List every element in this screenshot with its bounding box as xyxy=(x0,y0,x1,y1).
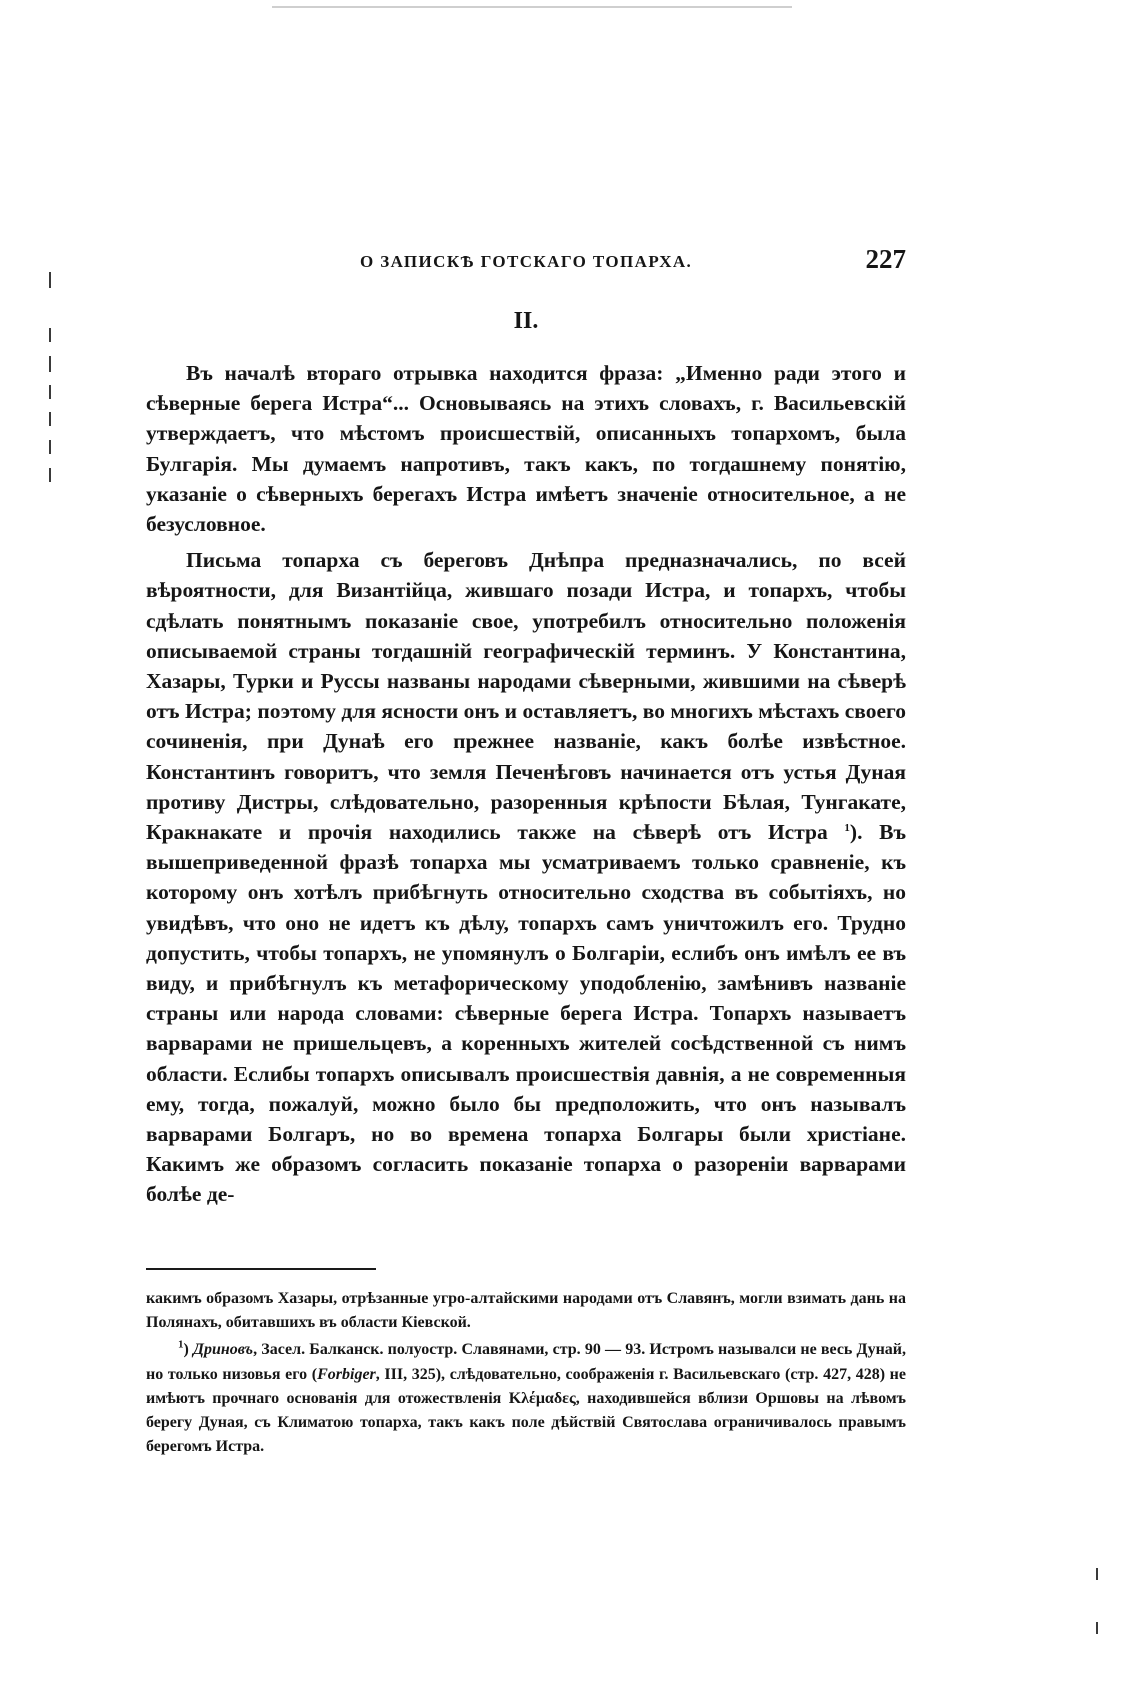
body-text xyxy=(146,358,906,1210)
margin-mark xyxy=(49,412,51,426)
footnote-reference[interactable]: 1 xyxy=(844,821,850,834)
scan-top-edge xyxy=(272,6,792,8)
paragraph-text: Письма топарха съ береговъ Днѣпра предназначались, по всей вѣроятности, для Византійца, жившаго позади Истра, и топархъ, чтобы сдѣлать понятнымъ показаніе свое, употребилъ относительно положенія описываемой страны тогдашній географическій терминъ. У Константина, Хазары, Турки и Руссы названы народами сѣверными, жившими на сѣверѣ отъ Истра; поэтому для ясности онъ и оставляетъ, во многихъ мѣстахъ своего сочиненія, при Дунаѣ его прежнее названіе, какъ болѣе извѣстное. Константинъ говоритъ, что земля Печенѣговъ начинается отъ устья Дуная противу Дистры, слѣдовательно, разоренныя крѣпости Бѣлая, Тунгакате, Кракнакате и прочія находились также на сѣверѣ отъ Истра xyxy=(146,548,906,845)
footnote-continuation: какимъ образомъ Хазары, отрѣзанные угро-алтайскими народами отъ Славянъ, могли взимать дань на Полянахъ, обитавшихъ въ области Кіевской. xyxy=(146,1290,906,1332)
paragraph-text: ). Въ вышеприведенной фразѣ топарха мы усматриваемъ только сравненіе, къ которому онъ хотѣлъ прибѣгнуть относительно сходства въ событіяхъ, но увидѣвъ, что оно не идетъ къ дѣлу, топархъ самъ уничтожилъ его. Трудно допустить, чтобы топархъ, не упомянулъ о Болгаріи, еслибъ онъ имѣлъ ее въ виду, и прибѣгнулъ къ метафорическому уподобленію, замѣнивъ названіе страны или народа словами: сѣверные берега Истра. Топархъ называетъ варварами не пришельцевъ, а коренныхъ жителей сосѣдственной съ нимъ области. Еслибы топархъ описывалъ происшествія давнія, а не современныя ему, тогда, пожалуй, можно было бы предположить, что онъ называлъ варварами Болгаръ, но во времена топарха Болгары были христіане. Какимъ же образомъ согласить показаніе топарха о разореніи варварами болѣе де- xyxy=(146,820,906,1207)
footnote-text: , Засел. Балканск. полуостр. Славянами, стр. 90 — 93. Истромъ называлси не весь Дунай, но только низовья его ( xyxy=(146,1341,907,1383)
footnote-mark: 1 xyxy=(178,1339,184,1352)
page-number: 227 xyxy=(865,244,906,274)
margin-mark xyxy=(49,468,51,482)
margin-mark xyxy=(49,328,51,342)
footnote-separator xyxy=(146,1268,376,1270)
margin-mark xyxy=(1096,1622,1098,1634)
running-head xyxy=(146,246,906,280)
paragraph: Въ началѣ втораго отрывка находится фраза: „Именно ради этого и сѣверные берега Истра“... Основываясь на этихъ словахъ, г. Васильевскій утверждаетъ, что мѣстомъ происшествій, описанныхъ топархомъ, была Булгарія. Мы думаемъ напротивъ, такъ какъ, по тогдашнему понятію, указаніе о сѣверныхъ берегахъ Истра имѣетъ значеніе относительное, а не безусловное. xyxy=(146,361,906,537)
margin-mark xyxy=(49,272,51,288)
margin-mark xyxy=(1096,1568,1098,1580)
footnote-text: , III, 325), слѣдовательно, соображенія г. Васильевскаго (стр. 427, 428) не имѣютъ прочнаго основанія для отожествленія Κλέμαδες, находившейся вблизи Оршовы на лѣвомъ берегу Дуная, съ Климатою топарха, такъ какъ поле дѣйствій Святослава ограничивалось правымъ берегомъ Истра. xyxy=(146,1365,907,1456)
footnote-author: Дриновъ xyxy=(193,1341,254,1359)
margin-mark xyxy=(49,385,51,399)
footnote-1: $^1$) Дриновъ, Засел. Балканск. полуостр. Славянами, стр. 90 — 93. Истромъ называлси не весь Дунай, но только низовья его (Forbiger, III, 325), слѣдовательно, соображенія г. Васильевскаго (стр. 427, 428) не имѣютъ прочнаго основанія для отожествленія Κλέμαδες, находившейся вблизи Оршовы на лѣвомъ берегу Дуная, съ Климатою топарха, такъ какъ поле дѣйствій Святослава ограничивалось правымъ берегомъ Истра. xyxy=(146,1339,907,1456)
running-title: О ЗАПИСКѢ ГОТСКАГО ТОПАРХА. xyxy=(360,252,693,271)
footnotes xyxy=(146,1287,906,1459)
footnote-cited-author: Forbiger xyxy=(317,1365,376,1383)
margin-mark xyxy=(49,440,51,454)
section-heading: II. xyxy=(513,308,539,334)
paragraph xyxy=(146,545,906,1209)
margin-mark xyxy=(49,356,51,372)
